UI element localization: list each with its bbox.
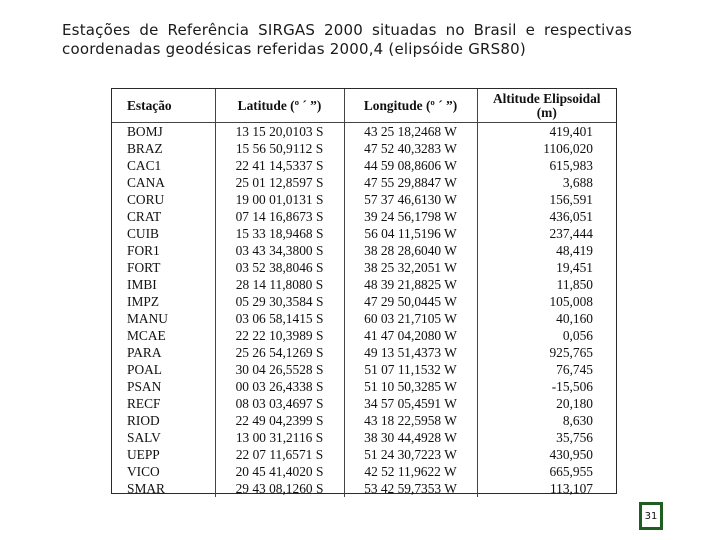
table-row — [112, 480, 616, 497]
cell-latitude: 22 07 11,6571 S — [215, 446, 344, 463]
cell-latitude: 05 29 30,3584 S — [215, 293, 344, 310]
cell-latitude: 30 04 26,5528 S — [215, 361, 344, 378]
cell-station: PSAN — [127, 379, 162, 394]
cell-longitude: 53 42 59,7353 W — [344, 480, 477, 497]
table-row — [112, 259, 616, 276]
cell-altitude: 665,955 — [477, 463, 616, 480]
cell-station: RIOD — [127, 413, 160, 428]
table-header-row — [112, 89, 616, 123]
cell-latitude: 22 49 04,2399 S — [215, 412, 344, 429]
table-body — [112, 123, 616, 498]
cell-altitude: 156,591 — [477, 191, 616, 208]
header-latitude: Latitude (º ´ ”) — [215, 89, 344, 123]
slide-heading: Estações de Referência SIRGAS 2000 situadas no Brasil e respectivas coordenadas geodésicas referidas 2000,4 (elipsóide GRS80) — [62, 21, 632, 58]
header-longitude: Longitude (º ´ ”) — [344, 89, 477, 123]
header-station: Estação — [112, 89, 215, 123]
cell-latitude: 22 22 10,3989 S — [215, 327, 344, 344]
cell-station: CANA — [127, 175, 165, 190]
cell-latitude: 15 56 50,9112 S — [215, 140, 344, 157]
cell-longitude: 56 04 11,5196 W — [344, 225, 477, 242]
table-row — [112, 344, 616, 361]
cell-longitude: 51 07 11,1532 W — [344, 361, 477, 378]
cell-longitude: 44 59 08,8606 W — [344, 157, 477, 174]
cell-altitude: 19,451 — [477, 259, 616, 276]
cell-longitude: 47 52 40,3283 W — [344, 140, 477, 157]
cell-longitude: 47 55 29,8847 W — [344, 174, 477, 191]
table-row — [112, 225, 616, 242]
cell-longitude: 51 24 30,7223 W — [344, 446, 477, 463]
cell-station: MANU — [127, 311, 168, 326]
table-row — [112, 191, 616, 208]
cell-altitude: 35,756 — [477, 429, 616, 446]
cell-longitude: 47 29 50,0445 W — [344, 293, 477, 310]
cell-altitude: 436,051 — [477, 208, 616, 225]
cell-latitude: 03 43 34,3800 S — [215, 242, 344, 259]
table-row — [112, 157, 616, 174]
table-row — [112, 361, 616, 378]
cell-station: PARA — [127, 345, 162, 360]
table-row — [112, 310, 616, 327]
cell-altitude: 8,630 — [477, 412, 616, 429]
table-row — [112, 276, 616, 293]
cell-station: SMAR — [127, 481, 165, 496]
cell-altitude: 925,765 — [477, 344, 616, 361]
cell-station: MCAE — [127, 328, 166, 343]
cell-longitude: 57 37 46,6130 W — [344, 191, 477, 208]
cell-longitude: 43 18 22,5958 W — [344, 412, 477, 429]
header-altitude-unit: (m) — [536, 104, 557, 120]
cell-latitude: 13 15 20,0103 S — [215, 123, 344, 141]
cell-station: IMPZ — [127, 294, 159, 309]
cell-station: CUIB — [127, 226, 159, 241]
cell-longitude: 39 24 56,1798 W — [344, 208, 477, 225]
cell-station: IMBI — [127, 277, 157, 292]
cell-longitude: 38 25 32,2051 W — [344, 259, 477, 276]
cell-altitude: 20,180 — [477, 395, 616, 412]
cell-latitude: 03 52 38,8046 S — [215, 259, 344, 276]
header-altitude — [477, 89, 616, 123]
cell-altitude: 48,419 — [477, 242, 616, 259]
cell-latitude: 19 00 01,0131 S — [215, 191, 344, 208]
page-number: 31 — [644, 510, 658, 522]
page-number-badge — [639, 502, 663, 530]
cell-longitude: 38 28 28,6040 W — [344, 242, 477, 259]
cell-latitude: 15 33 18,9468 S — [215, 225, 344, 242]
cell-latitude: 00 03 26,4338 S — [215, 378, 344, 395]
cell-longitude: 43 25 18,2468 W — [344, 123, 477, 141]
table-row — [112, 174, 616, 191]
cell-latitude: 20 45 41,4020 S — [215, 463, 344, 480]
table-row — [112, 293, 616, 310]
cell-station: RECF — [127, 396, 161, 411]
cell-latitude: 08 03 03,4697 S — [215, 395, 344, 412]
table-row — [112, 123, 616, 141]
cell-latitude: 29 43 08,1260 S — [215, 480, 344, 497]
table-row — [112, 378, 616, 395]
cell-altitude: 0,056 — [477, 327, 616, 344]
cell-latitude: 25 26 54,1269 S — [215, 344, 344, 361]
table-row — [112, 412, 616, 429]
cell-station: CRAT — [127, 209, 162, 224]
cell-station: FOR1 — [127, 243, 160, 258]
cell-altitude: 430,950 — [477, 446, 616, 463]
table-row — [112, 327, 616, 344]
cell-longitude: 41 47 04,2080 W — [344, 327, 477, 344]
cell-altitude: 419,401 — [477, 123, 616, 141]
table-row — [112, 463, 616, 480]
cell-station: POAL — [127, 362, 162, 377]
cell-longitude: 38 30 44,4928 W — [344, 429, 477, 446]
cell-altitude: 3,688 — [477, 174, 616, 191]
cell-latitude: 22 41 14,5337 S — [215, 157, 344, 174]
table-row — [112, 446, 616, 463]
cell-station: CORU — [127, 192, 165, 207]
cell-latitude: 03 06 58,1415 S — [215, 310, 344, 327]
table-row — [112, 140, 616, 157]
cell-altitude: 76,745 — [477, 361, 616, 378]
cell-latitude: 28 14 11,8080 S — [215, 276, 344, 293]
cell-station: FORT — [127, 260, 161, 275]
header-altitude-line1: Altitude Elipsoidal — [492, 90, 601, 106]
cell-station: BOMJ — [127, 124, 163, 139]
cell-longitude: 51 10 50,3285 W — [344, 378, 477, 395]
cell-station: BRAZ — [127, 141, 163, 156]
coordinates-table — [112, 89, 616, 497]
cell-longitude: 42 52 11,9622 W — [344, 463, 477, 480]
cell-altitude: 11,850 — [477, 276, 616, 293]
cell-longitude: 34 57 05,4591 W — [344, 395, 477, 412]
cell-station: CAC1 — [127, 158, 162, 173]
cell-station: UEPP — [127, 447, 160, 462]
cell-altitude: 615,983 — [477, 157, 616, 174]
table-row — [112, 395, 616, 412]
stations-table — [111, 88, 617, 494]
cell-latitude: 25 01 12,8597 S — [215, 174, 344, 191]
cell-altitude: 105,008 — [477, 293, 616, 310]
cell-altitude: 1106,020 — [477, 140, 616, 157]
cell-altitude: -15,506 — [477, 378, 616, 395]
cell-station: VICO — [127, 464, 160, 479]
table-row — [112, 208, 616, 225]
cell-longitude: 60 03 21,7105 W — [344, 310, 477, 327]
table-row — [112, 242, 616, 259]
cell-altitude: 237,444 — [477, 225, 616, 242]
table-row — [112, 429, 616, 446]
cell-longitude: 48 39 21,8825 W — [344, 276, 477, 293]
cell-latitude: 13 00 31,2116 S — [215, 429, 344, 446]
cell-latitude: 07 14 16,8673 S — [215, 208, 344, 225]
cell-altitude: 40,160 — [477, 310, 616, 327]
cell-station: SALV — [127, 430, 161, 445]
cell-altitude: 113,107 — [477, 480, 616, 497]
cell-longitude: 49 13 51,4373 W — [344, 344, 477, 361]
